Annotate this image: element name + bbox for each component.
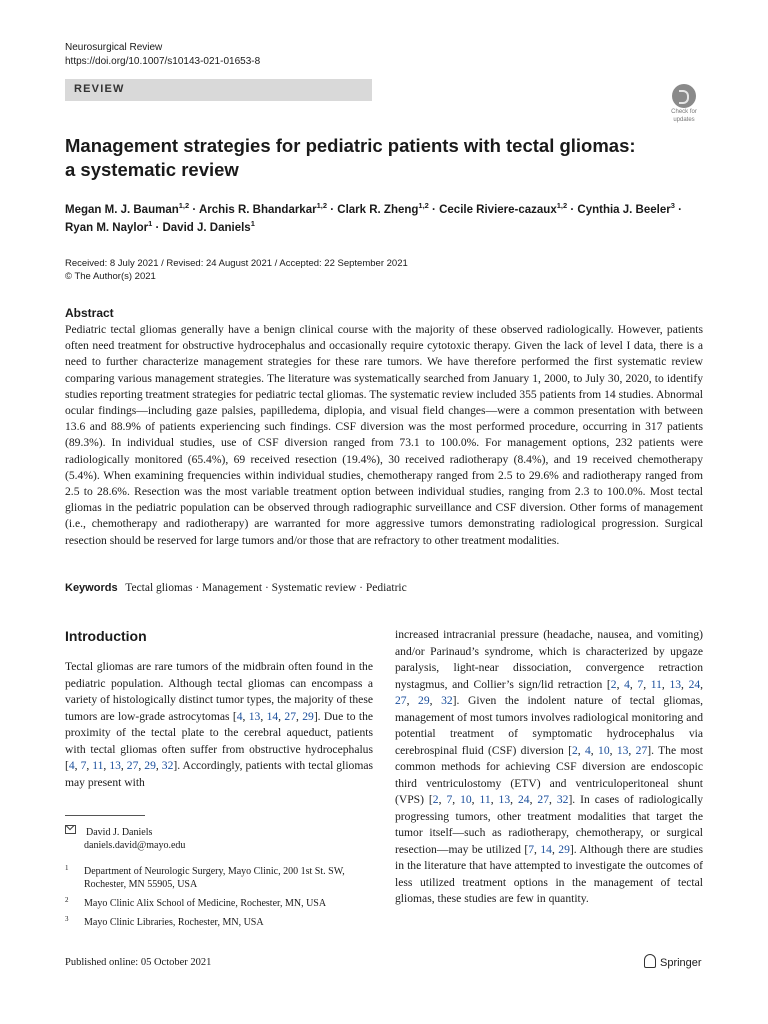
- intro-right-column: [395, 627, 703, 908]
- body-text: Tectal gliomas are rare tumors of the midbrain often found in the pediatric population. Although tectal gliomas can encompass a variety of histologically distinct tumor types, the majority of these tumors are low-grade astrocytomas [: [65, 660, 373, 723]
- citation-link[interactable]: 7: [528, 842, 535, 856]
- body-text: ,: [452, 793, 461, 806]
- body-text: ,: [661, 677, 670, 691]
- citation-link[interactable]: 27: [284, 709, 296, 723]
- publisher-logo: [644, 954, 702, 969]
- body-text: ]. Accordingly, patients with tectal gliomas may present with: [65, 759, 374, 789]
- publisher-name: Springer: [660, 957, 702, 969]
- body-text: increased intracranial pressure (headache, nausea, and vomiting) and/or Parinaud’s syndrome, which is characterized by upgaze paralysis, light-near dissociation, convergence retraction nystagmus, and Collier’s sign/lid retraction [: [395, 628, 703, 691]
- body-text: ]. Given the indolent nature of tectal gliomas, management of most tumors involves radiological monitoring and potential treatment of symptomatic hydrocephalus via cerebrospinal fluid (CSF) diversion [: [395, 694, 703, 757]
- abstract-text: Pediatric tectal gliomas generally have a benign clinical course with the majority of these observed radiologically. However, patients often need treatment for obstructive hydrocephalus and occasionally require cytotoxic therapy. Given the lack of level I data, there is a need to further characterize management strategies for these rare tumors. We have therefore performed the first systematic review comparing various management strategies. The literature was systematically searched from January 1, 2000, to July 30, 2020, to identify studies reporting treatment strategies for pediatric tectal gliomas. The systematic review included 355 patients from 14 studies. Abnormal ocular findings—including gaze palsies, papilledema, diplopia, and visual field changes—were a common presentation with between 13.6 and 88.9% of patients experiencing such findings. CSF diversion was the most performed procedure, occurring in 317 patients (89.3%). In individual studies, use of CSF diversion ranged from 73.1 to 100.0%. For management options, 232 patients were radiologically monitored (65.4%), 69 received resection (19.4%), 30 received radiotherapy (8.4%), and 19 received chemotherapy (5.4%). When examining frequencies within individual studies, chemotherapy ranged from 2.5 to 29.6% and radiotherapy ranged from 2.5 to 28.6%. Resection was the most variable treatment option between individual studies, ranging from 2.3 to 100.0%. Most tectal gliomas in the pediatric population can be observed through radiographic surveillance and CSF diversion. Other forms of management (i.e., chemotherapy and radiotherapy) are warranted for more aggressive tumors demonstrating radiological progression. Surgical resection should be reserved for large tumors and/or those that are refractory to other treatment modalities.: [65, 323, 703, 547]
- author-separator: ·: [327, 204, 338, 216]
- citation-link[interactable]: 2: [571, 743, 578, 757]
- footnote-divider: [65, 815, 145, 816]
- body-text: ]. Due to the proximity of the tectal plate to the cerebral aqueduct, patients with tectal gliomas often suffer from obstructive hydrocephalus [: [65, 709, 374, 772]
- body-text: ,: [429, 694, 442, 707]
- keywords-label: Keywords: [65, 582, 118, 594]
- citation-link[interactable]: 14: [540, 842, 552, 856]
- article-title: [65, 134, 685, 182]
- citation-link[interactable]: 4: [585, 743, 591, 757]
- citation-link[interactable]: 27: [126, 759, 139, 772]
- citation-link[interactable]: 24: [517, 793, 530, 806]
- body-text: ,: [629, 677, 638, 691]
- doi-link[interactable]: https://doi.org/10.1007/s10143-021-01653-8: [65, 56, 261, 67]
- affiliation-3: [65, 916, 374, 929]
- author-affiliation: 1,2: [178, 201, 190, 211]
- body-text: ]. Although there are studies in the literature that have attempted to investigate the outcomes of less utilized treatment options in the management of tectal gliomas, these studies are few in quantity.: [395, 842, 704, 905]
- citation-link[interactable]: 13: [498, 793, 511, 806]
- body-text: ,: [438, 793, 447, 806]
- section-label: REVIEW: [74, 83, 125, 95]
- intro-left-column: [65, 659, 373, 791]
- citation-link[interactable]: 27: [537, 793, 549, 806]
- check-for-updates-badge[interactable]: [664, 84, 704, 124]
- check-updates-line1: Check for: [671, 109, 697, 115]
- citation-link[interactable]: 4: [68, 759, 75, 772]
- citation-link[interactable]: 2: [610, 677, 617, 691]
- correspondence-email[interactable]: daniels.david@mayo.edu: [84, 840, 186, 851]
- copyright: © The Author(s) 2021: [65, 271, 156, 282]
- author-affiliation: 3: [670, 201, 675, 211]
- body-text: ,: [529, 793, 538, 806]
- citation-link[interactable]: 11: [92, 759, 104, 772]
- journal-header: [65, 41, 260, 69]
- body-text: ,: [471, 793, 480, 806]
- author-affiliation: 1: [148, 219, 153, 229]
- citation-link[interactable]: 32: [441, 694, 453, 707]
- body-text: ,: [510, 793, 518, 806]
- citation-link[interactable]: 13: [616, 743, 629, 757]
- body-text: ,: [103, 759, 110, 772]
- author-name[interactable]: Archis R. Bhandarkar: [198, 204, 317, 216]
- affiliation-text: Mayo Clinic Libraries, Rochester, MN, USA: [84, 917, 264, 928]
- citation-link[interactable]: 27: [395, 694, 407, 707]
- check-updates-line2: updates: [673, 117, 695, 123]
- affiliation-text: Mayo Clinic Alix School of Medicine, Rochester, MN, USA: [84, 898, 327, 909]
- body-text: ,: [700, 677, 704, 691]
- citation-link[interactable]: 13: [109, 759, 121, 772]
- citation-link[interactable]: 7: [80, 759, 87, 772]
- body-text: ,: [534, 842, 541, 856]
- body-text: ,: [549, 793, 557, 806]
- body-text: ,: [590, 743, 599, 757]
- abstract-heading: Abstract: [65, 306, 114, 320]
- citation-link[interactable]: 24: [688, 677, 701, 691]
- citation-link[interactable]: 29: [144, 759, 156, 772]
- citation-link[interactable]: 4: [236, 709, 243, 723]
- affiliation-text: Department of Neurologic Surgery, Mayo Clinic, 200 1st St. SW, Rochester, MN 55905, USA: [84, 866, 345, 890]
- author-list: [65, 201, 705, 237]
- citation-link[interactable]: 13: [669, 677, 682, 691]
- affiliation-number: 1: [65, 864, 69, 872]
- body-text: ,: [120, 759, 127, 772]
- author-separator: ·: [189, 204, 199, 216]
- body-text: ,: [242, 709, 249, 723]
- citation-link[interactable]: 2: [432, 793, 439, 806]
- affiliation-number: 3: [65, 915, 69, 923]
- body-text: ]. In cases of radiologically progressing tumors, other treatment modalities that target the tumor itself—such as radiotherapy, chemotherapy, or surgical resection—may be utilized [: [395, 793, 704, 856]
- title-line-2: a systematic review: [65, 159, 239, 180]
- citation-link[interactable]: 10: [460, 793, 472, 806]
- author-name[interactable]: David J. Daniels: [162, 222, 251, 234]
- body-text: ,: [295, 709, 303, 723]
- body-text: ,: [577, 743, 585, 757]
- affiliation-1: [65, 865, 374, 891]
- correspondence: [65, 825, 185, 852]
- citation-link[interactable]: 11: [479, 793, 491, 806]
- body-text: ]. The most common methods for achieving CSF diversion are endoscopic third ventriculostomy (ETV) and ventriculoperitoneal shunt (VPS) [: [395, 743, 703, 806]
- author-separator: ·: [674, 204, 682, 216]
- author-separator: ·: [428, 204, 440, 216]
- author-separator: ·: [152, 222, 163, 234]
- citation-link[interactable]: 29: [302, 709, 314, 723]
- body-text: ,: [86, 759, 93, 772]
- author-affiliation: 1,2: [316, 201, 328, 211]
- section-label-bar: [65, 79, 372, 101]
- citation-link[interactable]: 4: [624, 677, 630, 691]
- citation-link[interactable]: 13: [248, 709, 261, 723]
- body-text: ,: [138, 759, 145, 772]
- body-text: ,: [628, 743, 636, 757]
- correspondence-name: David J. Daniels: [86, 827, 153, 838]
- keywords: [65, 582, 407, 594]
- citation-link[interactable]: 29: [418, 694, 430, 707]
- title-line-1: Management strategies for pediatric patients with tectal gliomas:: [65, 135, 636, 156]
- body-text: ,: [643, 677, 651, 691]
- body-text: ,: [406, 694, 419, 707]
- citation-link[interactable]: 14: [266, 709, 279, 723]
- citation-link[interactable]: 7: [446, 793, 453, 806]
- body-text: ,: [616, 677, 625, 691]
- author-name[interactable]: Cecile Riviere-cazaux: [439, 204, 557, 216]
- citation-link[interactable]: 27: [635, 743, 648, 757]
- check-updates-icon: [672, 84, 696, 108]
- citation-link[interactable]: 29: [558, 842, 570, 856]
- body-text: ,: [551, 842, 559, 856]
- citation-link[interactable]: 11: [650, 677, 662, 691]
- springer-horse-icon: [644, 954, 656, 968]
- body-text: ,: [490, 793, 499, 806]
- published-online: Published online: 05 October 2021: [65, 957, 212, 968]
- journal-name: Neurosurgical Review: [65, 42, 163, 53]
- date-history: Received: 8 July 2021 / Revised: 24 August 2021 / Accepted: 22 September 2021: [65, 258, 408, 269]
- body-text: ,: [260, 709, 267, 723]
- author-name[interactable]: Ryan M. Naylor: [65, 222, 149, 234]
- body-text: ,: [155, 759, 162, 772]
- body-text: ,: [278, 709, 285, 723]
- citation-link[interactable]: 10: [598, 743, 610, 757]
- author-affiliation: 1,2: [556, 201, 568, 211]
- author-separator: ·: [567, 204, 578, 216]
- author-affiliation: 1,2: [418, 201, 429, 211]
- citation-link[interactable]: 32: [556, 793, 569, 806]
- author-affiliation: 1: [250, 219, 255, 229]
- keywords-text: Tectal gliomas · Management · Systematic review · Pediatric: [125, 582, 407, 594]
- author-name[interactable]: Cynthia J. Beeler: [577, 204, 671, 216]
- article-dates: [65, 257, 408, 283]
- citation-link[interactable]: 7: [637, 677, 644, 691]
- author-name[interactable]: Megan M. J. Bauman: [65, 204, 179, 216]
- envelope-icon: [65, 825, 76, 834]
- body-text: ,: [609, 743, 617, 757]
- author-name[interactable]: Clark R. Zheng: [337, 204, 419, 216]
- affiliation-number: 2: [65, 896, 69, 904]
- citation-link[interactable]: 32: [161, 759, 174, 772]
- body-text: ,: [681, 677, 689, 691]
- introduction-heading: Introduction: [65, 628, 147, 644]
- affiliation-2: [65, 897, 374, 910]
- body-text: ,: [74, 759, 81, 772]
